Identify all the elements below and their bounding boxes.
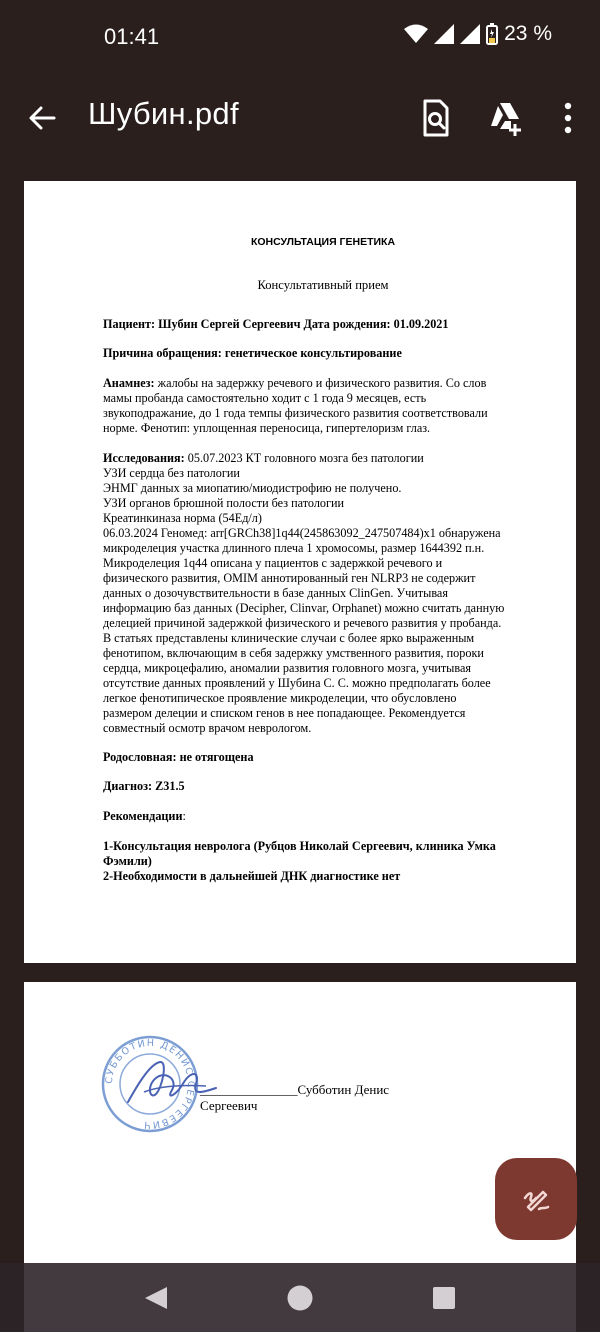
back-arrow-icon[interactable]	[22, 98, 62, 138]
pdf-page-1	[24, 181, 576, 963]
pen-scribble-icon	[519, 1182, 553, 1216]
recommendations-heading	[103, 809, 543, 824]
add-to-drive-icon[interactable]	[487, 96, 527, 140]
nav-edge-right	[576, 1263, 600, 1332]
signature-block	[100, 1034, 440, 1134]
research-line: совместный осмотр врачом неврологом.	[103, 721, 312, 735]
system-navigation-bar	[24, 1263, 576, 1332]
recommendations-colon: :	[182, 809, 186, 823]
anamnesis-line-2: мамы пробанда самостоятельно ходит с 1 года 9 месяцев, есть	[103, 391, 427, 405]
nav-home-icon[interactable]	[285, 1283, 315, 1313]
reason-line: Причина обращения: генетическое консультирование	[103, 346, 402, 360]
research-line: 06.03.2024 Геномед: arr[GRCh38]1q44(245863092_247507484)x1 обнаружена	[103, 526, 501, 540]
research-line: УЗИ сердца без патологии	[103, 466, 240, 480]
research-first-text: 05.07.2023 КТ головного мозга без патологии	[184, 451, 424, 465]
anamnesis-line-1	[103, 376, 543, 391]
anamnesis-line-4: норме. Фенотип: уплощенная переносица, гипертелоризм глаз.	[103, 421, 431, 435]
research-line: данных о дозочувствительности в базе данных ClinGen. Учитывая	[103, 586, 448, 600]
research-line: ЭНМГ данных за миопатию/миодистрофию не получено.	[103, 481, 402, 495]
research-line: УЗИ органов брюшной полости без патологии	[103, 496, 345, 510]
nav-recents-icon[interactable]	[429, 1283, 459, 1313]
research-line: делецией причиной задержкой физического и речевого развития у пробанда.	[103, 616, 502, 630]
recommendations-label: Рекомендации	[103, 809, 183, 823]
app-bar	[0, 76, 600, 160]
pdf-page-2	[24, 982, 576, 1272]
research-label: Исследования:	[103, 451, 185, 465]
pedigree-line: Родословная: не отягощена	[103, 750, 254, 764]
anamnesis-label: Анамнез:	[103, 376, 155, 390]
research-line: размером делеции и списком генов в нее попадающее. Рекомендуется	[103, 706, 466, 720]
diagnosis-line: Диагноз: Z31.5	[103, 779, 185, 793]
recommendation-line: 1-Консультация невролога (Рубцов Николай Сергеевич, клиника Умка	[103, 839, 496, 853]
status-icons	[404, 22, 552, 46]
patient-line: Пациент: Шубин Сергей Сергеевич Дата рождения: 01.09.2021	[103, 317, 449, 331]
research-line: В статьях представлены клинические случаи с более ярко выраженным	[103, 631, 475, 645]
wifi-icon	[404, 24, 428, 44]
research-line: Креатинкиназа норма (54Ед/л)	[103, 511, 262, 525]
research-line-1	[103, 451, 543, 466]
status-bar	[0, 0, 600, 76]
battery-percent: 23 %	[504, 22, 552, 45]
research-line: фенотипом, включающим в себя задержку умственного развития, пороки	[103, 646, 484, 660]
research-line: информацию баз данных (Decipher, Clinvar, Orphanet) можно считать данную	[103, 601, 505, 615]
nav-back-icon[interactable]	[141, 1283, 171, 1313]
research-line: сердца, микроцефалию, аномалии развития головного мозга, учитывая	[103, 661, 471, 675]
recommendation-line: 2-Необходимости в дальнейшей ДНК диагностике нет	[103, 869, 401, 883]
signal-icon-2	[460, 24, 480, 44]
nav-edge-left	[0, 1263, 24, 1332]
edit-annotate-button[interactable]	[495, 1158, 577, 1240]
research-line: физического развития, OMIM аннотированный ген NLRP3 не содержит	[103, 571, 476, 585]
research-line: отсутствие данных проявлений у Шубина С. С. можно предполагать более	[103, 676, 491, 690]
anamnesis-line-3: звукоподражание, до 1 года темпы физического развития соответствовали	[103, 406, 488, 420]
research-line: легкое фенотипическое проявление микроделеции, что обусловлено	[103, 691, 457, 705]
research-line: Микроделеция 1q44 описана у пациентов с задержкой речевого и	[103, 556, 443, 570]
document-title: Шубин.pdf	[88, 96, 239, 131]
doc-heading: КОНСУЛЬТАЦИЯ ГЕНЕТИКА	[250, 236, 396, 248]
recommendation-line: Фэмили)	[103, 854, 152, 868]
find-in-document-icon[interactable]	[416, 96, 456, 140]
more-options-icon[interactable]	[548, 96, 588, 140]
stamp-text: СУББОТИН ДЕНИС СЕРГЕЕВИЧ	[103, 1037, 197, 1131]
doc-subheading: Консультативный прием	[257, 278, 389, 292]
status-time: 01:41	[104, 24, 160, 49]
battery-charging-icon	[486, 23, 498, 45]
signature-name-line: _______________Субботин Денис Сергеевич	[200, 1082, 390, 1113]
signal-icon	[434, 24, 454, 44]
anamnesis-text-1: жалобы на задержку речевого и физического развития. Со слов	[154, 376, 487, 390]
research-line: микроделеция участка длинного плеча 1 хромосомы, размер 1644392 п.н.	[103, 541, 485, 555]
